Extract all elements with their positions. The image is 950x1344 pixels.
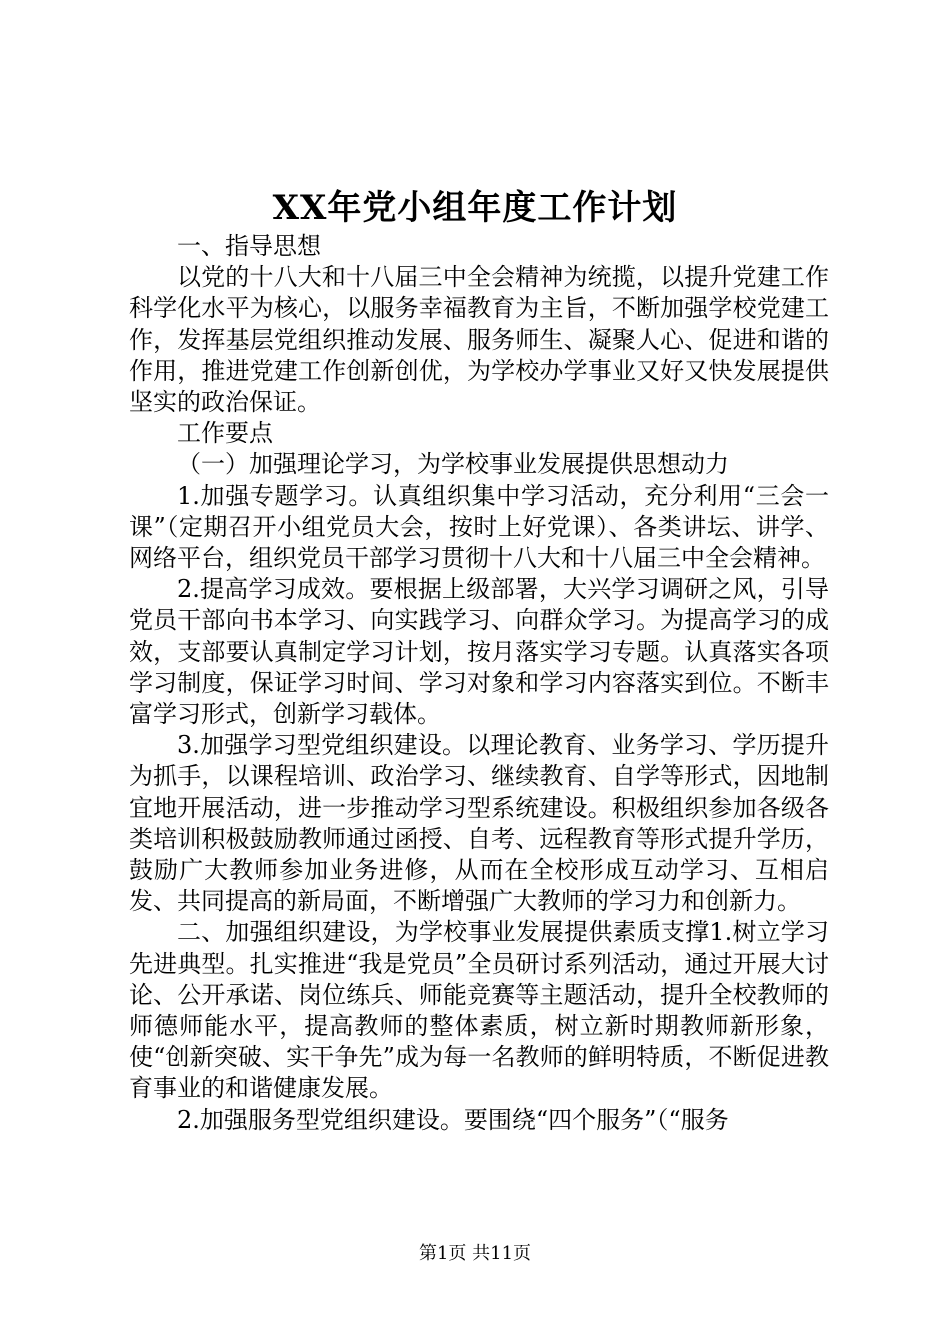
subsection-heading-theory-study: （一）加强理论学习，为学校事业发展提供思想动力 (177, 450, 729, 479)
paragraph-service-organization: 2.加强服务型党组织建设。要围绕“四个服务”（“服务 (177, 1105, 729, 1134)
document-body (129, 231, 829, 1136)
paragraph-guiding-ideology: 以党的十八大和十八届三中全会精神为统揽，以提升党建工作科学化水平为核心，以服务幸福教育为主旨，不断加强学校党建工作，发挥基层党组织推动发展、服务师生、凝聚人心、促进和谐的作用，推进党建工作创新创优，为学校办学事业又好又快发展提供坚实的政治保证。 (129, 263, 829, 417)
section-heading-guiding-ideology: 一、指导思想 (177, 232, 321, 260)
document-title: XX年党小组年度工作计划 (272, 188, 678, 228)
paragraph-item-2: 2.提高学习成效。要根据上级部署，大兴学习调研之风，引导党员干部向书本学习、向实践学习、向群众学习。为提高学习的成效，支部要认真制定学习计划，按月落实学习专题。认真落实各项学习制度，保证学习时间、学习对象和学习内容落实到位。不断丰富学习形式，创新学习载体。 (129, 575, 829, 729)
paragraph-organization-building: 二、加强组织建设，为学校事业发展提供素质支撑1.树立学习先进典型。扎实推进“我是党员”全员研讨系列活动，通过开展大讨论、公开承诺、岗位练兵、师能竞赛等主题活动，提升全校教师的师德师能水平，提高教师的整体素质，树立新时期教师新形象，使“创新突破、实干争先”成为每一名教师的鲜明特质，不断促进教育事业的和谐健康发展。 (129, 918, 829, 1103)
paragraph-item-1: 1.加强专题学习。认真组织集中学习活动，充分利用“三会一课”（定期召开小组党员大会，按时上好党课）、各类讲坛、讲学、网络平台，组织党员干部学习贯彻十八大和十八届三中全会精神。 (129, 481, 829, 573)
section-heading-work-points: 工作要点 (177, 419, 273, 448)
paragraph-item-3: 3.加强学习型党组织建设。以理论教育、业务学习、学历提升为抓手，以课程培训、政治学习、继续教育、自学等形式，因地制宜地开展活动，进一步推动学习型系统建设。积极组织参加各级各类培训积极鼓励教师通过函授、自考、远程教育等形式提升学历，鼓励广大教师参加业务进修，从而在全校形成互动学习、互相启发、共同提高的新局面，不断增强广大教师的学习力和创新力。 (129, 731, 829, 916)
page-footer: 第1页 共11页 (418, 1243, 532, 1264)
